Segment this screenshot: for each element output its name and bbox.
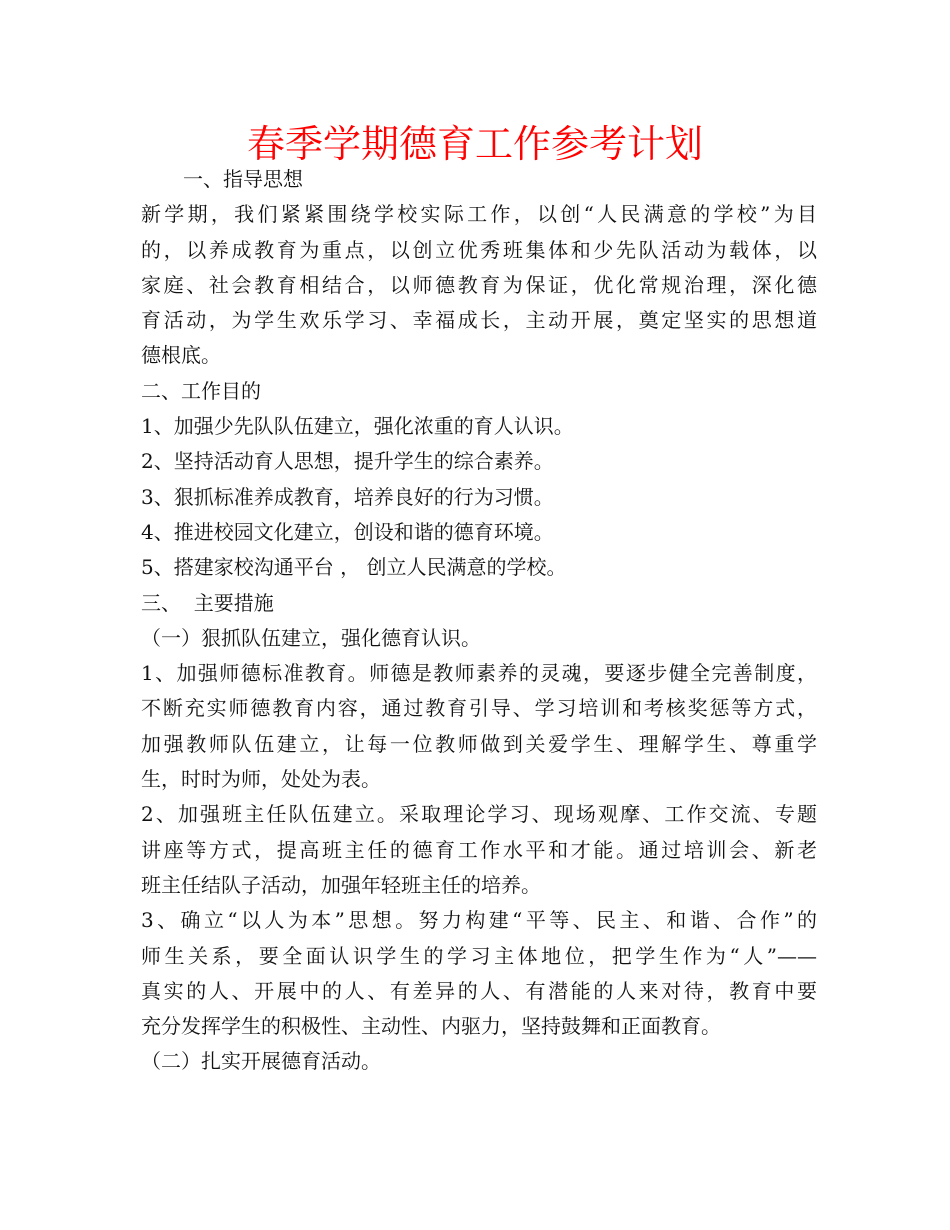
- paragraph-line: 3、确立“以人为本”思想。努力构建“平等、民主、和谐、合作”的: [141, 908, 817, 933]
- document-body: [141, 162, 817, 1080]
- paragraph-line: 家庭、社会教育相结合，以师德教育为保证，优化常规治理，深化德: [141, 272, 817, 297]
- subsection-heading: （二）扎实开展德育活动。: [141, 1049, 381, 1074]
- document-title: 春季学期德育工作参考计划: [246, 122, 703, 166]
- section-heading-main-measures: 三、 主要措施: [141, 590, 274, 615]
- subsection-heading: （一）狠抓队伍建立，强化德育认识。: [141, 625, 481, 650]
- paragraph-line: 1、加强师德标准教育。师德是教师素养的灵魂，要逐步健全完善制度，: [141, 661, 817, 686]
- list-item: 1、加强少先队队伍建立，强化浓重的育人认识。: [141, 414, 574, 439]
- section-heading-work-goals: 二、工作目的: [141, 378, 261, 403]
- paragraph-line: 班主任结队子活动，加强年轻班主任的培养。: [141, 872, 541, 897]
- list-item: 2、坚持活动育人思想，提升学生的综合素养。: [141, 449, 554, 474]
- paragraph-line: 真实的人、开展中的人、有差异的人、有潜能的人来对待，教育中要: [141, 978, 817, 1003]
- paragraph-line: 育活动，为学生欢乐学习、幸福成长，主动开展，奠定坚实的思想道: [141, 308, 817, 333]
- paragraph-line: 2、加强班主任队伍建立。采取理论学习、现场观摩、工作交流、专题: [141, 802, 817, 827]
- paragraph-line: 的，以养成教育为重点，以创立优秀班集体和少先队活动为载体，以: [141, 237, 817, 262]
- section-heading-guiding-ideology: 一、指导思想: [183, 167, 303, 191]
- paragraph-line: 加强教师队伍建立，让每一位教师做到关爱学生、理解学生、尊重学: [141, 731, 817, 756]
- paragraph-line: 不断充实师德教育内容，通过教育引导、学习培训和考核奖惩等方式，: [141, 696, 817, 721]
- list-item: 3、狠抓标准养成教育，培养良好的行为习惯。: [141, 484, 554, 509]
- paragraph-line: 师生关系，要全面认识学生的学习主体地位，把学生作为“人”——: [141, 943, 817, 968]
- paragraph-line: 德根底。: [141, 343, 221, 368]
- paragraph-line: 生，时时为师，处处为表。: [141, 767, 381, 792]
- paragraph-line: 讲座等方式，提高班主任的德育工作水平和才能。通过培训会、新老: [141, 837, 817, 862]
- paragraph-line: 充分发挥学生的积极性、主动性、内驱力，坚持鼓舞和正面教育。: [141, 1014, 721, 1039]
- paragraph-line: 新学期，我们紧紧围绕学校实际工作，以创“人民满意的学校”为目: [141, 202, 817, 227]
- list-item: 4、推进校园文化建立，创设和谐的德育环境。: [141, 519, 554, 544]
- list-item: 5、搭建家校沟通平台 ， 创立人民满意的学校。: [141, 555, 567, 580]
